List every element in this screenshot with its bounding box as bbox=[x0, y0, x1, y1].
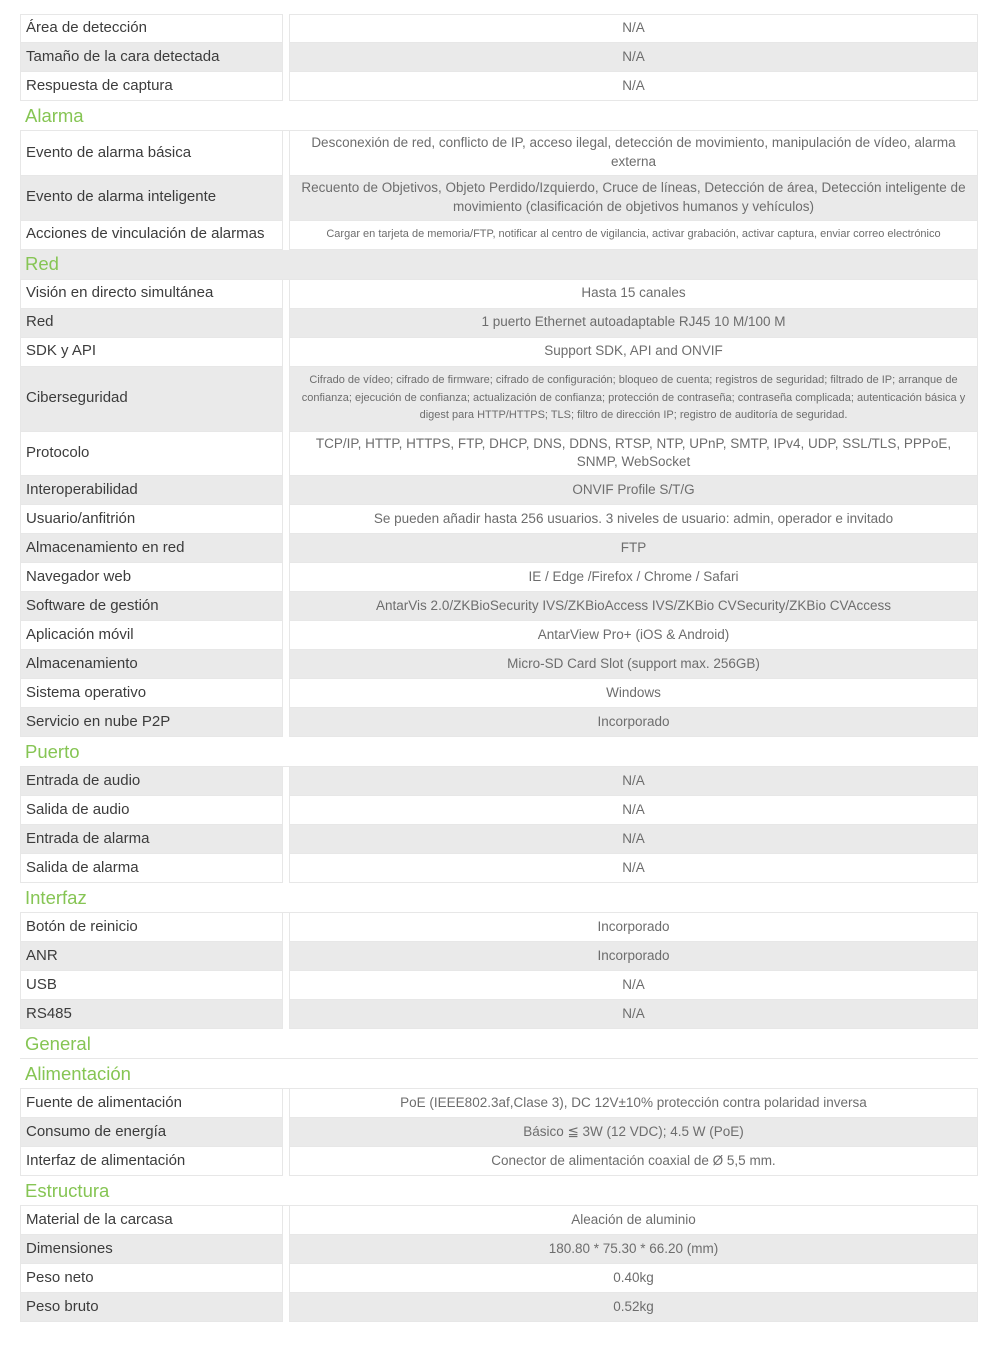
section-interfaz bbox=[20, 883, 978, 1029]
spec-row-interoperabilidad bbox=[20, 476, 978, 505]
spec-value: 1 puerto Ethernet autoadaptable RJ45 10 M/100 M bbox=[289, 309, 978, 338]
spec-value: N/A bbox=[289, 72, 978, 101]
spec-value: Aleación de aluminio bbox=[289, 1206, 978, 1235]
spec-value: N/A bbox=[289, 971, 978, 1000]
spec-label: Botón de reinicio bbox=[20, 913, 283, 942]
section-header-alarma: Alarma bbox=[20, 101, 978, 131]
spec-label: Salida de audio bbox=[20, 796, 283, 825]
spec-row-tamano-de-la-cara-detectada bbox=[20, 43, 978, 72]
spec-row-sdk-y-api bbox=[20, 338, 978, 367]
spec-label: Almacenamiento en red bbox=[20, 534, 283, 563]
spec-value: Se pueden añadir hasta 256 usuarios. 3 niveles de usuario: admin, operador e invitado bbox=[289, 505, 978, 534]
spec-row-peso-bruto bbox=[20, 1293, 978, 1322]
spec-label: Almacenamiento bbox=[20, 650, 283, 679]
section-general bbox=[20, 1029, 978, 1059]
spec-value: Conector de alimentación coaxial de Ø 5,5 mm. bbox=[289, 1147, 978, 1176]
spec-value: ONVIF Profile S/T/G bbox=[289, 476, 978, 505]
spec-row-salida-de-alarma bbox=[20, 854, 978, 883]
spec-value: N/A bbox=[289, 14, 978, 43]
spec-value: TCP/IP, HTTP, HTTPS, FTP, DHCP, DNS, DDNS, RTSP, NTP, UPnP, SMTP, IPv4, UDP, SSL/TLS, PPPoE, SNMP, WebSocket bbox=[289, 432, 978, 477]
spec-row-ciberseguridad bbox=[20, 367, 978, 432]
section-estructura bbox=[20, 1176, 978, 1322]
spec-row-interfaz-de-alimentacion bbox=[20, 1147, 978, 1176]
spec-row-salida-de-audio bbox=[20, 796, 978, 825]
section-header-estructura: Estructura bbox=[20, 1176, 978, 1206]
spec-label: Visión en directo simultánea bbox=[20, 280, 283, 309]
spec-value: 0.52kg bbox=[289, 1293, 978, 1322]
spec-row-respuesta-de-captura bbox=[20, 72, 978, 101]
spec-label: Interoperabilidad bbox=[20, 476, 283, 505]
spec-row-usuario-anfitrion bbox=[20, 505, 978, 534]
spec-value: IE / Edge /Firefox / Chrome / Safari bbox=[289, 563, 978, 592]
spec-value: AntarVis 2.0/ZKBioSecurity IVS/ZKBioAccess IVS/ZKBio CVSecurity/ZKBio CVAccess bbox=[289, 592, 978, 621]
spec-row-almacenamiento-en-red bbox=[20, 534, 978, 563]
spec-label: Evento de alarma inteligente bbox=[20, 176, 283, 221]
spec-row-software-de-gestion bbox=[20, 592, 978, 621]
spec-value: N/A bbox=[289, 43, 978, 72]
spec-label: Ciberseguridad bbox=[20, 367, 283, 432]
section-top bbox=[20, 14, 978, 101]
section-puerto bbox=[20, 737, 978, 883]
spec-row-protocolo bbox=[20, 432, 978, 477]
spec-row-material-de-la-carcasa bbox=[20, 1206, 978, 1235]
spec-label: Consumo de energía bbox=[20, 1118, 283, 1147]
spec-value: FTP bbox=[289, 534, 978, 563]
section-alarma bbox=[20, 101, 978, 250]
spec-label: Peso neto bbox=[20, 1264, 283, 1293]
spec-label: Servicio en nube P2P bbox=[20, 708, 283, 737]
section-header-puerto: Puerto bbox=[20, 737, 978, 767]
spec-label: Dimensiones bbox=[20, 1235, 283, 1264]
spec-row-peso-neto bbox=[20, 1264, 978, 1293]
spec-row-servicio-en-nube-p2p bbox=[20, 708, 978, 737]
spec-value: Micro-SD Card Slot (support max. 256GB) bbox=[289, 650, 978, 679]
spec-row-fuente-de-alimentacion bbox=[20, 1089, 978, 1118]
spec-value: Incorporado bbox=[289, 708, 978, 737]
spec-label: Entrada de audio bbox=[20, 767, 283, 796]
spec-row-almacenamiento bbox=[20, 650, 978, 679]
spec-row-anr bbox=[20, 942, 978, 971]
spec-label: Respuesta de captura bbox=[20, 72, 283, 101]
spec-table bbox=[20, 14, 978, 1322]
spec-label: Entrada de alarma bbox=[20, 825, 283, 854]
spec-value: N/A bbox=[289, 767, 978, 796]
spec-value: Básico ≦ 3W (12 VDC); 4.5 W (PoE) bbox=[289, 1118, 978, 1147]
spec-label: Tamaño de la cara detectada bbox=[20, 43, 283, 72]
spec-value: 0.40kg bbox=[289, 1264, 978, 1293]
spec-row-navegador-web bbox=[20, 563, 978, 592]
spec-row-evento-de-alarma-inteligente bbox=[20, 176, 978, 221]
spec-label: USB bbox=[20, 971, 283, 1000]
spec-value: Hasta 15 canales bbox=[289, 280, 978, 309]
spec-label: Material de la carcasa bbox=[20, 1206, 283, 1235]
section-alimentacion bbox=[20, 1059, 978, 1176]
spec-label: Área de detección bbox=[20, 14, 283, 43]
spec-value: Cifrado de vídeo; cifrado de firmware; cifrado de configuración; bloqueo de cuenta; registros de seguridad; filtrado de IP; arranque de confianza; ejecución de confianza; actualización de confianza; protección de contraseña; contraseña complicada; autenticación básica y digest para HTTP/HTTPS; TLS; filtro de dirección IP; registro de auditoría de seguridad. bbox=[289, 367, 978, 432]
spec-row-usb bbox=[20, 971, 978, 1000]
spec-row-area-de-deteccion bbox=[20, 14, 978, 43]
spec-value: 180.80 * 75.30 * 66.20 (mm) bbox=[289, 1235, 978, 1264]
spec-row-vision-en-directo-simultanea bbox=[20, 280, 978, 309]
spec-label: ANR bbox=[20, 942, 283, 971]
spec-label: Evento de alarma básica bbox=[20, 131, 283, 176]
spec-label: Navegador web bbox=[20, 563, 283, 592]
spec-value: Windows bbox=[289, 679, 978, 708]
section-header-general: General bbox=[20, 1029, 978, 1059]
spec-value: N/A bbox=[289, 825, 978, 854]
spec-label: Red bbox=[20, 309, 283, 338]
spec-value: Recuento de Objetivos, Objeto Perdido/Izquierdo, Cruce de líneas, Detección de área, Detección inteligente de movimiento (clasificación de objetivos humanos y vehículos) bbox=[289, 176, 978, 221]
section-header-red: Red bbox=[20, 250, 978, 280]
section-red bbox=[20, 250, 978, 738]
spec-label: Protocolo bbox=[20, 432, 283, 477]
spec-label: Aplicación móvil bbox=[20, 621, 283, 650]
spec-label: Salida de alarma bbox=[20, 854, 283, 883]
spec-row-rs485 bbox=[20, 1000, 978, 1029]
section-header-alimentacion: Alimentación bbox=[20, 1059, 978, 1089]
spec-value: Cargar en tarjeta de memoria/FTP, notificar al centro de vigilancia, activar grabación, activar captura, enviar correo electrónico bbox=[289, 221, 978, 250]
spec-value: Desconexión de red, conflicto de IP, acceso ilegal, detección de movimiento, manipulación de vídeo, alarma externa bbox=[289, 131, 978, 176]
spec-label: Fuente de alimentación bbox=[20, 1089, 283, 1118]
spec-row-consumo-de-energia bbox=[20, 1118, 978, 1147]
spec-label: Interfaz de alimentación bbox=[20, 1147, 283, 1176]
spec-row-sistema-operativo bbox=[20, 679, 978, 708]
spec-row-entrada-de-alarma bbox=[20, 825, 978, 854]
spec-value: N/A bbox=[289, 796, 978, 825]
spec-row-entrada-de-audio bbox=[20, 767, 978, 796]
spec-value: Incorporado bbox=[289, 942, 978, 971]
spec-row-boton-de-reinicio bbox=[20, 913, 978, 942]
spec-label: Peso bruto bbox=[20, 1293, 283, 1322]
spec-value: Support SDK, API and ONVIF bbox=[289, 338, 978, 367]
spec-label: Sistema operativo bbox=[20, 679, 283, 708]
spec-value: PoE (IEEE802.3af,Clase 3), DC 12V±10% protección contra polaridad inversa bbox=[289, 1089, 978, 1118]
spec-row-evento-de-alarma-basica bbox=[20, 131, 978, 176]
spec-value: Incorporado bbox=[289, 913, 978, 942]
spec-label: SDK y API bbox=[20, 338, 283, 367]
spec-label: RS485 bbox=[20, 1000, 283, 1029]
spec-row-acciones-de-vinculacion-de-alarmas bbox=[20, 221, 978, 250]
spec-row-red bbox=[20, 309, 978, 338]
spec-row-aplicacion-movil bbox=[20, 621, 978, 650]
spec-label: Software de gestión bbox=[20, 592, 283, 621]
spec-value: N/A bbox=[289, 1000, 978, 1029]
spec-value: N/A bbox=[289, 854, 978, 883]
spec-label: Usuario/anfitrión bbox=[20, 505, 283, 534]
section-header-interfaz: Interfaz bbox=[20, 883, 978, 913]
spec-value: AntarView Pro+ (iOS & Android) bbox=[289, 621, 978, 650]
spec-row-dimensiones bbox=[20, 1235, 978, 1264]
spec-label: Acciones de vinculación de alarmas bbox=[20, 221, 283, 250]
